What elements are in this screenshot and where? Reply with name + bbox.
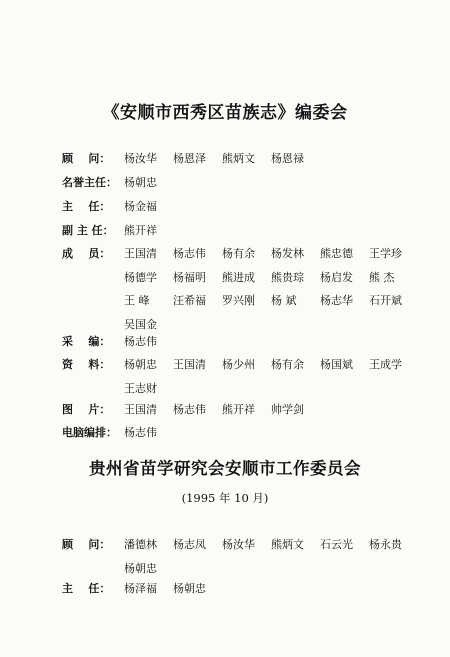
person-name: 杨国斌	[320, 358, 353, 371]
person-name: 杨朝忠	[173, 582, 206, 595]
section1-title: 《安顺市西秀区苗族志》编委会	[102, 103, 348, 123]
person-name: 杨汝华	[222, 538, 255, 551]
roster-role-label: 成 员：	[62, 247, 111, 260]
person-name: 杨恩泽	[173, 152, 206, 165]
person-name: 杨有余	[271, 358, 304, 371]
person-name: 潘德林	[124, 538, 157, 551]
person-name: 杨启发	[320, 270, 353, 284]
roster-role-label: 顾 问：	[62, 152, 111, 165]
person-name: 杨志伟	[124, 426, 157, 439]
person-name: 杨泽福	[124, 582, 157, 595]
person-name: 杨金福	[124, 200, 157, 213]
person-name: 熊进成	[222, 270, 255, 284]
person-name: 熊开祥	[222, 403, 255, 416]
roster-names	[124, 147, 450, 171]
person-name: 王国清	[124, 247, 157, 260]
roster-role-label: 顾 问：	[62, 538, 111, 551]
roster-role-label: 主 任：	[62, 200, 111, 213]
person-name: 杨永贵	[369, 538, 402, 551]
person-name: 杨朝忠	[124, 561, 157, 575]
person-name: 杨德学	[124, 270, 157, 284]
person-name: 熊忠德	[320, 247, 353, 260]
person-name: 杨恩禄	[271, 152, 304, 165]
person-name: 杨志伟	[124, 335, 157, 348]
person-name: 石云光	[320, 538, 353, 551]
person-name: 王 峰	[124, 294, 150, 307]
roster-names	[124, 219, 450, 243]
person-name: 熊炳文	[222, 152, 255, 165]
roster-role-label: 名誉主任：	[62, 176, 117, 189]
roster-role-label: 主 任：	[62, 582, 111, 595]
person-name: 帅学剑	[271, 403, 304, 416]
person-name: 杨汝华	[124, 152, 157, 165]
person-name: 王学珍	[369, 247, 402, 260]
roster-names	[124, 353, 450, 400]
roster-names	[124, 171, 450, 195]
roster-names	[124, 398, 450, 422]
person-name: 杨发林	[271, 247, 304, 260]
person-name: 杨志伟	[173, 247, 206, 260]
person-name: 汪希福	[173, 294, 206, 307]
roster-role-label: 资 料：	[62, 358, 111, 371]
person-name: 王国清	[173, 358, 206, 371]
person-name: 熊开祥	[124, 224, 157, 237]
roster-names	[124, 195, 450, 219]
person-name: 杨少州	[222, 358, 255, 371]
person-name: 王成学	[369, 358, 402, 371]
roster-role-label: 副 主 任：	[62, 224, 114, 237]
person-name: 吴国金	[124, 317, 157, 331]
person-name: 王志财	[124, 381, 157, 395]
person-name: 熊贵琮	[271, 270, 304, 284]
person-name: 杨志凤	[173, 538, 206, 551]
person-name: 石开斌	[369, 294, 402, 307]
section2-date: (1995 年 10 月)	[181, 491, 269, 505]
roster-names	[124, 330, 450, 354]
roster-names	[124, 421, 450, 445]
person-name: 熊炳文	[271, 538, 304, 551]
roster-names	[124, 533, 450, 580]
person-name: 杨 斌	[271, 294, 297, 307]
person-name: 罗兴刚	[222, 294, 255, 307]
person-name: 杨志伟	[173, 403, 206, 416]
roster-role-label: 电脑编排：	[62, 426, 117, 439]
person-name: 杨朝忠	[124, 358, 157, 371]
roster-names	[124, 242, 450, 336]
person-name: 杨福明	[173, 270, 206, 284]
roster-role-label: 图 片：	[62, 403, 111, 416]
person-name: 杨志华	[320, 294, 353, 307]
roster-names	[124, 577, 450, 601]
person-name: 杨朝忠	[124, 176, 157, 189]
section2-title: 贵州省苗学研究会安顺市工作委员会	[89, 459, 361, 478]
roster-role-label: 采 编：	[62, 335, 111, 348]
person-name: 熊 杰	[369, 270, 395, 284]
person-name: 王国清	[124, 403, 157, 416]
person-name: 杨有余	[222, 247, 255, 260]
